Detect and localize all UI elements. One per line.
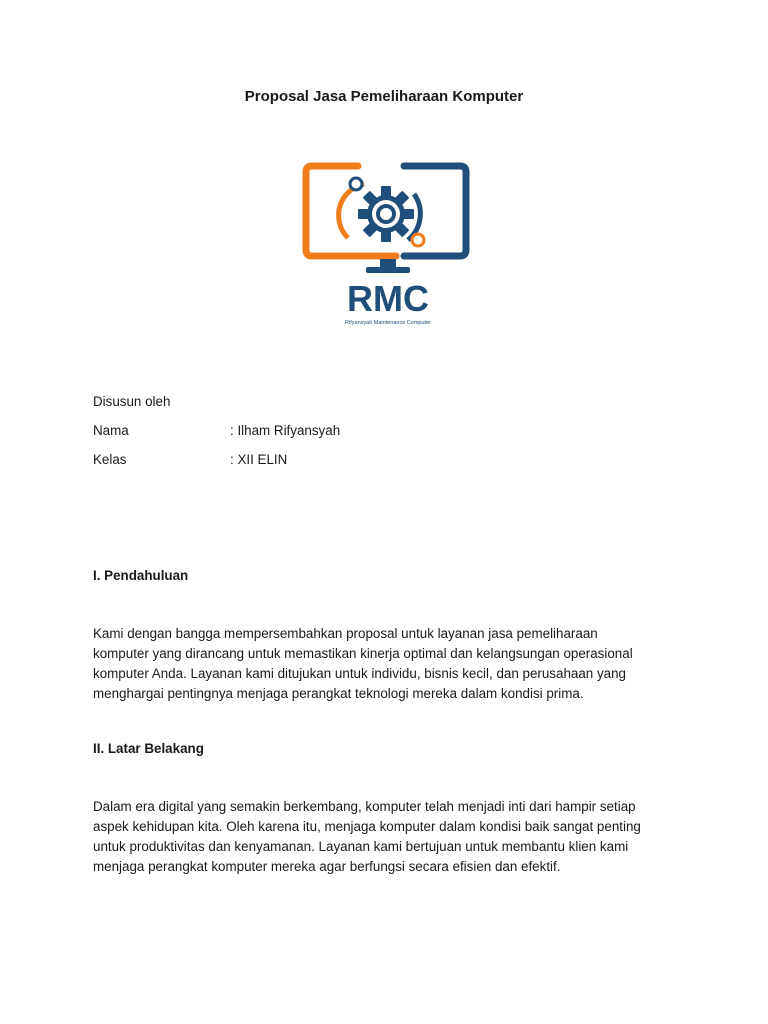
- monitor-gear-logo-icon: [300, 158, 476, 330]
- logo-tagline: Rifyansyah Maintenance Computer: [345, 320, 431, 326]
- section-paragraph-pendahuluan: [93, 624, 683, 704]
- section-heading-latar-belakang: II. Latar Belakang: [93, 741, 204, 756]
- info-row-kelas: [93, 452, 288, 467]
- paragraph-line: untuk produktivitas dan kenyamanan. Layanan kami bertujuan untuk membantu klien kami: [93, 839, 629, 854]
- info-label: Nama: [93, 423, 129, 438]
- paragraph-line: Dalam era digital yang semakin berkembang, komputer telah menjadi inti dari hampir setiap: [93, 799, 636, 814]
- info-value: : Ilham Rifyansyah: [230, 423, 341, 438]
- info-value: : XII ELIN: [230, 452, 288, 467]
- rmc-logo: [300, 158, 476, 330]
- paragraph-line: menghargai pentingnya menjaga perangkat teknologi mereka dalam kondisi prima.: [93, 686, 584, 701]
- document-title: Proposal Jasa Pemeliharaan Komputer: [244, 88, 524, 105]
- info-label: Kelas: [93, 452, 127, 467]
- paragraph-line: Kami dengan bangga mempersembahkan proposal untuk layanan jasa pemeliharaan: [93, 626, 598, 641]
- section-paragraph-latar-belakang: [93, 797, 683, 877]
- author-label: Disusun oleh: [93, 394, 171, 409]
- paragraph-line: menjaga perangkat komputer mereka agar berfungsi secara efisien dan efektif.: [93, 859, 561, 874]
- logo-wordmark: RMC: [347, 278, 429, 319]
- paragraph-line: aspek kehidupan kita. Oleh karena itu, menjaga komputer dalam kondisi baik sangat penting: [93, 819, 641, 834]
- paragraph-line: komputer yang dirancang untuk memastikan kinerja optimal dan kelangsungan operasional: [93, 646, 633, 661]
- paragraph-line: komputer Anda. Layanan kami ditujukan untuk individu, bisnis kecil, dan perusahaan yang: [93, 666, 626, 681]
- info-row-nama: [93, 423, 341, 438]
- section-heading-pendahuluan: I. Pendahuluan: [93, 568, 189, 583]
